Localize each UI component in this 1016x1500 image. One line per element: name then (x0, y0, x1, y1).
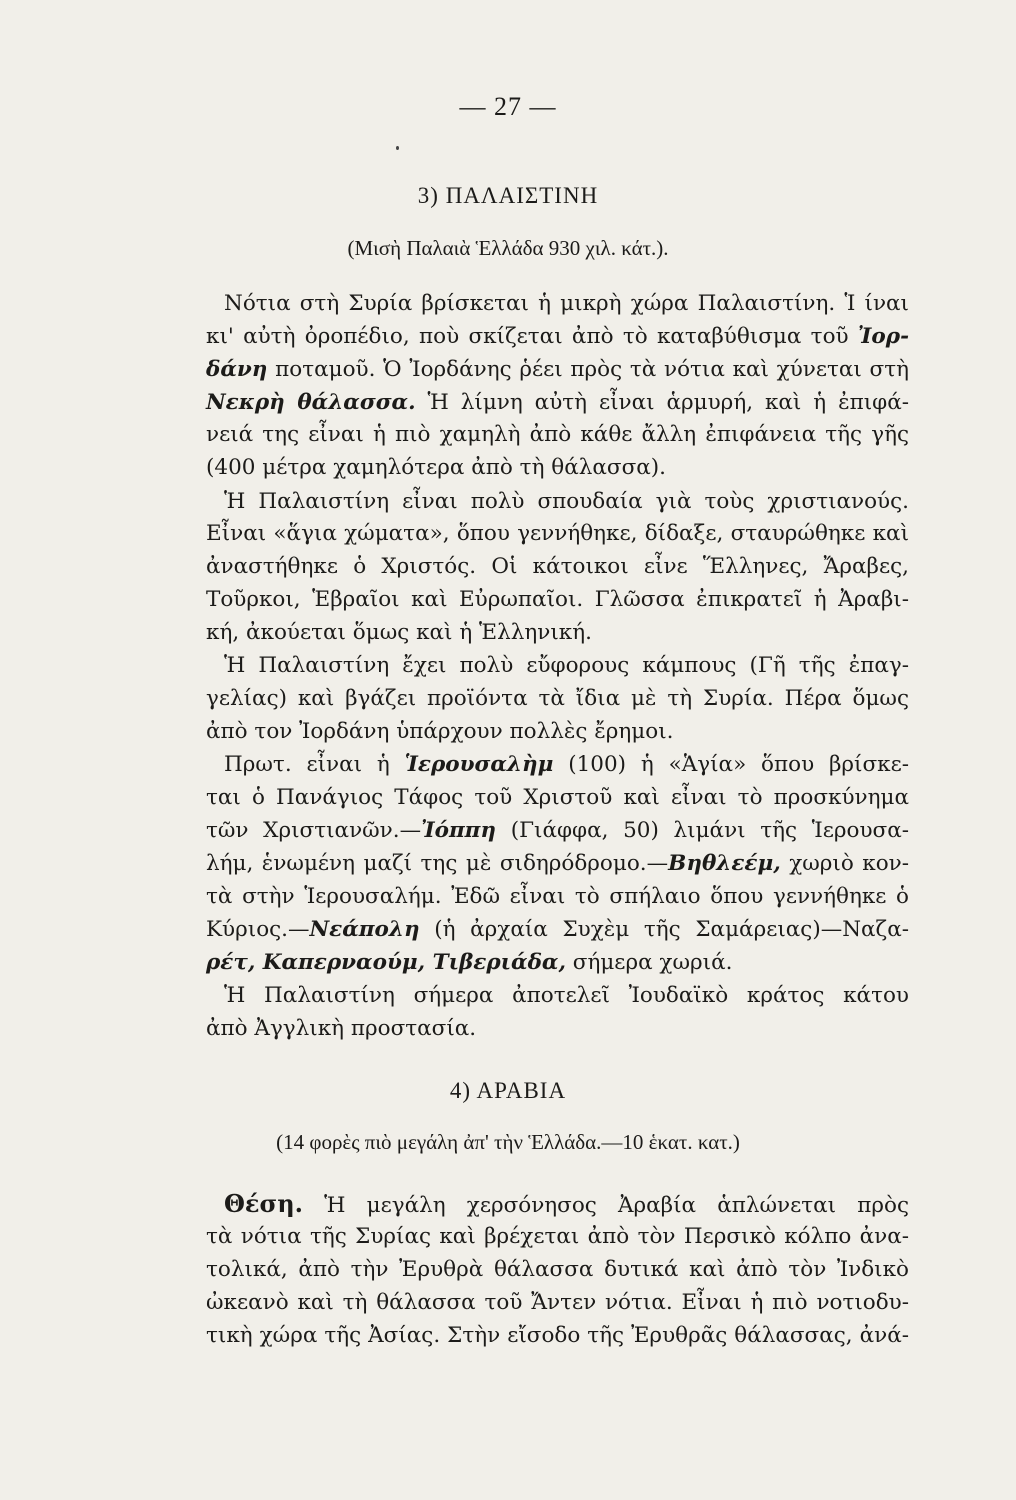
section-4-subtitle: (14 φορὲς πιὸ μεγάλη ἀπ' τὴν Ἑλλάδα.—10 ἑκατ. κατ.) (276, 1130, 740, 1154)
text-run: τὰ νότια τῆς Συρίας καὶ βρέχεται ἀπὸ τὸν Περσικὸ κόλπο ἀνα- (206, 1224, 909, 1249)
text-line (206, 551, 909, 583)
text-line (224, 1188, 909, 1220)
text-run: νειά της εἶναι ἡ πιὸ χαμηλὴ ἀπὸ κάθε ἄλλη ἐπιφάνεια τῆς γῆς (206, 422, 909, 447)
text-run: Νότια στὴ Συρία βρίσκεται ἡ μικρὴ χώρα Παλαιστίνη. Ἱ ίναι (224, 291, 909, 316)
text-line (206, 848, 909, 880)
text-line (206, 1221, 909, 1253)
text-line (224, 486, 909, 518)
text-line (224, 749, 909, 781)
text-run: Ἡ Παλαιστίνη ἔχει πολὺ εὔφορους κάμπους (Γῆ τῆς ἐπαγ- (224, 653, 909, 678)
text-run: (Γιάφφα, 50) λιμάνι τῆς Ἱερουσα- (496, 818, 910, 843)
section-3-subtitle: (Μισὴ Παλαιὰ Ἑλλάδα 930 χιλ. κάτ.). (347, 236, 669, 260)
text-line (206, 947, 909, 979)
text-run: (ἡ ἀρχαία Συχὲμ τῆς Σαμάρειας)—Ναζα- (419, 917, 909, 942)
text-line (206, 815, 909, 847)
emphasized-place-name: ρέτ, Καπερναούμ, Τιβεριάδα, (206, 950, 566, 975)
emphasized-place-name: δάνη (206, 357, 268, 382)
text-run: τὰ στὴν Ἱερουσαλήμ. Ἐδῶ εἶναι τὸ σπήλαιο ὅπου γεννήθηκε ὁ (206, 884, 909, 909)
emphasized-place-name: Ἰόππη (421, 818, 497, 843)
text-run: (100) ἡ «Ἁγία» ὅπου βρίσκε- (553, 752, 910, 777)
text-line (206, 1254, 909, 1286)
text-run: χωριὸ κον- (780, 851, 909, 876)
text-run: Τοῦρκοι, Ἑβραῖοι καὶ Εὐρωπαῖοι. Γλῶσσα ἐπικρατεῖ ἡ Ἀραβι- (206, 587, 909, 612)
print-speck (396, 146, 399, 150)
page-number: — 27 — (459, 92, 557, 121)
text-run: Ἡ Παλαιστίνη εἶναι πολὺ σπουδαία γιὰ τοὺς χριστιανούς. (224, 489, 909, 514)
text-line (224, 650, 909, 682)
text-line (224, 288, 909, 320)
text-run: Πρωτ. εἶναι ἡ (224, 752, 405, 777)
text-run: Ἡ λίμνη αὐτὴ εἶναι ἁρμυρή, καὶ ἡ ἐπιφά- (415, 390, 909, 415)
emphasized-place-name: Νεκρὴ θάλασσα. (206, 390, 416, 415)
section-3-title: 3) ΠΑΛΑΙΣΤΙΝΗ (417, 183, 599, 208)
section-4-title: 4) ΑΡΑΒΙΑ (449, 1078, 567, 1103)
text-run: τῶν Χριστιανῶν.— (206, 818, 422, 843)
text-line (206, 321, 909, 353)
text-run: (400 μέτρα χαμηλότερα ἀπὸ τὴ θάλασσα). (206, 455, 666, 480)
paragraph-lead: Θέση. (224, 1189, 303, 1218)
emphasized-place-name: Ἱερουσαλὴμ (404, 752, 554, 777)
text-line (206, 881, 909, 913)
text-line (206, 1013, 909, 1045)
text-run: κι' αὐτὴ ὀροπέδιο, ποὺ σκίζεται ἀπὸ τὸ καταβύθισμα τοῦ (206, 324, 858, 349)
text-run: σήμερα χωριά. (565, 950, 733, 975)
text-line (206, 716, 909, 748)
text-line (206, 518, 909, 550)
text-run: γελίας) καὶ βγάζει προϊόντα τὰ ἴδια μὲ τὴ Συρία. Πέρα ὅμως (206, 686, 909, 711)
text-run: τολικά, ἀπὸ τὴν Ἐρυθρὰ θάλασσα δυτικά καὶ ἀπὸ τὸν Ἰνδικὸ (206, 1257, 909, 1282)
text-run: ται ὁ Πανάγιος Τάφος τοῦ Χριστοῦ καὶ εἶναι τὸ προσκύνημα (206, 785, 909, 810)
text-run: ἀπὸ τον Ἰορδάνη ὑπάρχουν πολλὲς ἔρημοι. (206, 719, 674, 744)
text-line (206, 584, 909, 616)
text-run: Ἡ μεγάλη χερσόνησος Ἀραβία ἁπλώνεται πρὸς (303, 1193, 909, 1218)
text-line (206, 1320, 909, 1352)
emphasized-place-name: Βηθλεέμ, (668, 851, 781, 876)
text-line (206, 452, 909, 484)
text-line (206, 419, 909, 451)
text-line (206, 914, 909, 946)
text-line (206, 683, 909, 715)
text-run: κή, ἀκούεται ὅμως καὶ ἡ Ἑλληνική. (206, 620, 592, 645)
text-run: ποταμοῦ. Ὁ Ἰορδάνης ῥέει πρὸς τὰ νότια καὶ χύνεται στὴ (267, 357, 909, 382)
text-line (206, 617, 909, 649)
text-line (206, 782, 909, 814)
text-line (206, 387, 909, 419)
text-run: ἀναστήθηκε ὁ Χριστός. Οἱ κάτοικοι εἶνε Ἕλληνες, Ἄραβες, (206, 554, 909, 579)
text-line (206, 1287, 909, 1319)
text-run: Κύριος.— (206, 917, 310, 942)
text-line (224, 980, 909, 1012)
emphasized-place-name: Ἰορ- (857, 324, 909, 349)
text-run: λήμ, ἑνωμένη μαζί της μὲ σιδηρόδρομο.— (206, 851, 669, 876)
text-run: τικὴ χώρα τῆς Ἀσίας. Στὴν εἴσοδο τῆς Ἐρυθρᾶς θάλασσας, ἀνά- (206, 1323, 909, 1348)
text-run: ἀπὸ Ἀγγλικὴ προστασία. (206, 1016, 477, 1041)
emphasized-place-name: Νεάπολη (309, 917, 420, 942)
text-line (206, 354, 909, 386)
text-run: Εἶναι «ἅγια χώματα», ὅπου γεννήθηκε, δίδαξε, σταυρώθηκε καὶ (206, 521, 909, 546)
text-run: ὠκεανὸ καὶ τὴ θάλασσα τοῦ Ἄντεν νότια. Εἶναι ἡ πιὸ νοτιοδυ- (206, 1290, 909, 1315)
text-run: Ἡ Παλαιστίνη σήμερα ἀποτελεῖ Ἰουδαϊκὸ κράτος κάτου (224, 983, 909, 1008)
